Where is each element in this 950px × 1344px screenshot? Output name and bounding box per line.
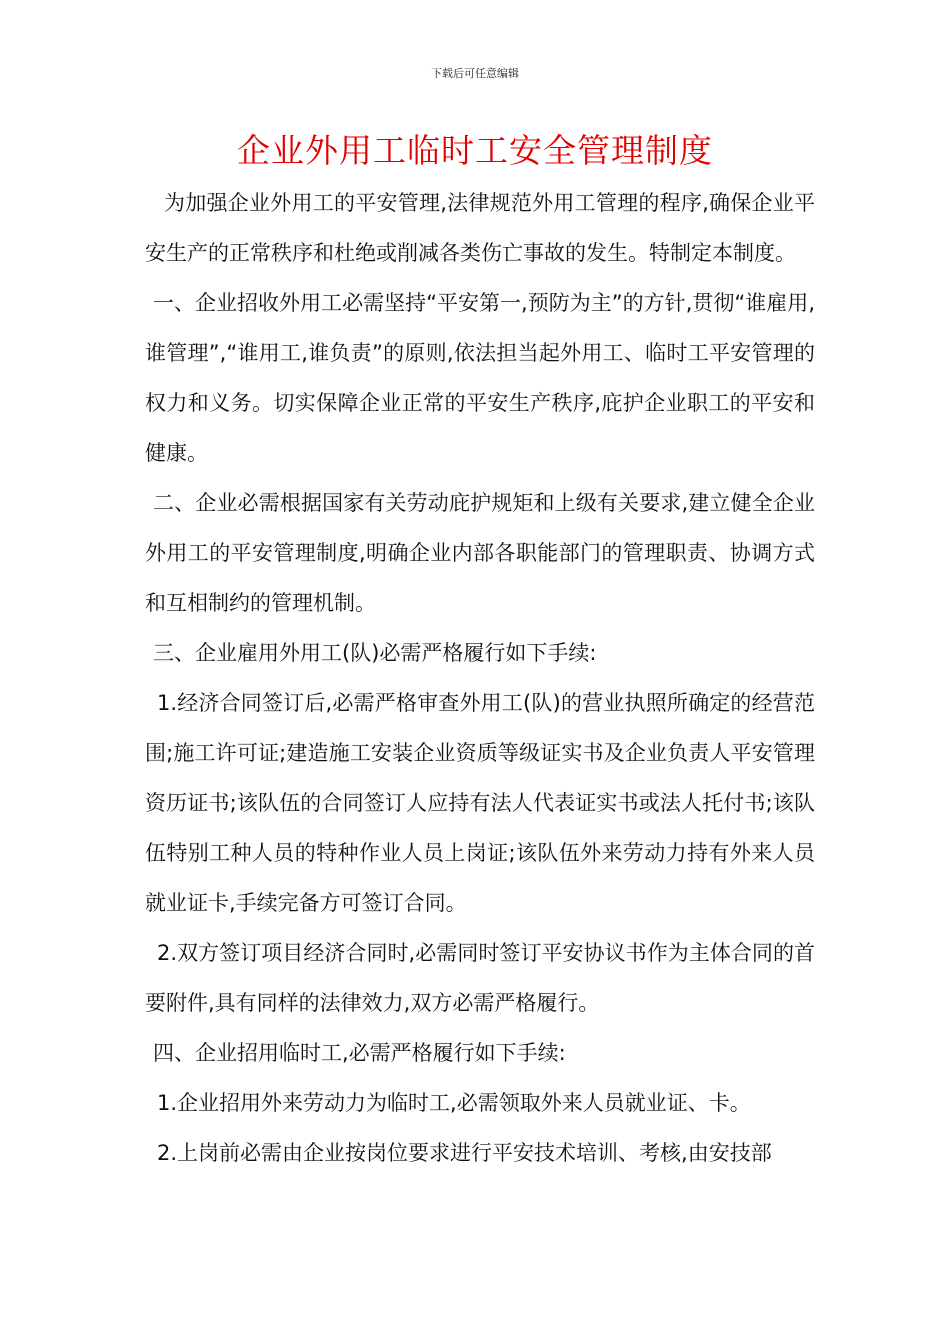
- paragraph-section-3: 三、企业雇用外用工(队)必需严格履行如下手续:: [153, 641, 597, 665]
- paragraph-intro: 为加强企业外用工的平安管理,法律规范外用工管理的程序,确保企业平安生产的正常秩序和杜绝或削减各类伤亡事故的发生。特制定本制度。: [145, 191, 815, 265]
- paragraph-section-3-item-1: 1.经济合同签订后,必需严格审查外用工(队)的营业执照所确定的经营范围;施工许可证;建造施工安装企业资质等级证实书及企业负责人平安管理资历证书;该队伍的合同签订人应持有法人代表证实书或法人托付书;该队伍特别工种人员的特种作业人员上岗证;该队伍外来劳动力持有外来人员就业证卡,手续完备方可签订合同。: [145, 691, 815, 915]
- paragraph-section-3-item-2: 2.双方签订项目经济合同时,必需同时签订平安协议书作为主体合同的首要附件,具有同样的法律效力,双方必需严格履行。: [145, 941, 815, 1015]
- document-title: 企业外用工临时工安全管理制度: [237, 131, 713, 170]
- paragraph-section-4-item-1: 1.企业招用外来劳动力为临时工,必需领取外来人员就业证、卡。: [157, 1091, 751, 1115]
- paragraph-section-4: 四、企业招用临时工,必需严格履行如下手续:: [153, 1041, 566, 1065]
- document-body: [145, 178, 815, 1178]
- page-header-note: 下载后可任意编辑: [431, 67, 519, 80]
- paragraph-section-1: 一、企业招收外用工必需坚持“平安第一,预防为主”的方针,贯彻“谁雇用,谁管理”,“谁用工,谁负责”的原则,依法担当起外用工、临时工平安管理的权力和义务。切实保障企业正常的平安生产秩序,庇护企业职工的平安和健康。: [145, 291, 815, 465]
- paragraph-section-2: 二、企业必需根据国家有关劳动庇护规矩和上级有关要求,建立健全企业外用工的平安管理制度,明确企业内部各职能部门的管理职责、协调方式和互相制约的管理机制。: [145, 491, 815, 615]
- paragraph-section-4-item-2: 2.上岗前必需由企业按岗位要求进行平安技术培训、考核,由安技部: [157, 1141, 772, 1165]
